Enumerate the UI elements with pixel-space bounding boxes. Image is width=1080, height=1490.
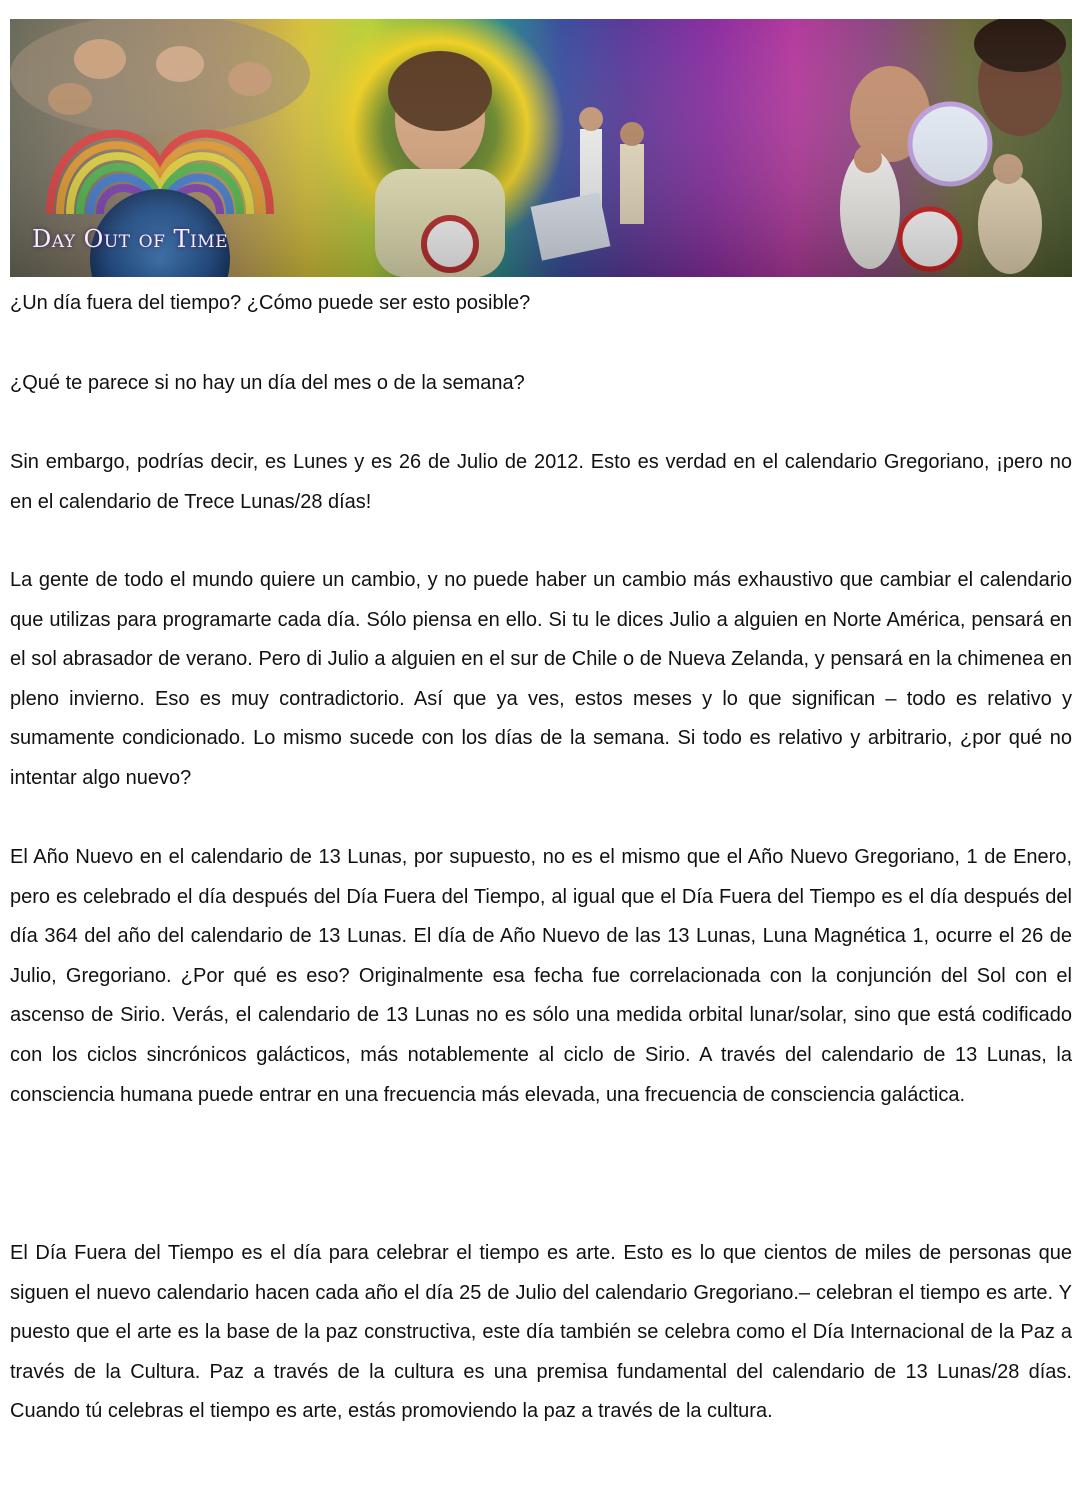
banner-caption: Day Out of Time [32, 225, 229, 253]
paragraph-5: El Año Nuevo en el calendario de 13 Lunas, por supuesto, no es el mismo que el Año Nuevo Gregoriano, 1 de Enero, pero es celebrado el día después del Día Fuera del Tiempo, al igual que el Día Fuera del Tiempo es el día después del día 364 del año del calendario de 13 Lunas. El día de Año Nuevo de las 13 Lunas, Luna Magnética 1, ocurre el 26 de Julio, Gregoriano. ¿Por qué es eso? Originalmente esa fecha fue correlacionada con la conjunción del Sol con el ascenso de Sirio. Verás, el calendario de 13 Lunas no es sólo una medida orbital lunar/solar, sino que está codificado con los ciclos sincrónicos galácticos, más notablemente al ciclo de Sirio. A través del calendario de 13 Lunas, la consciencia humana puede entrar en una frecuencia más elevada, una frecuencia de consciencia galáctica. [10, 846, 1072, 1106]
paragraph-1: ¿Un día fuera del tiempo? ¿Cómo puede ser esto posible? [10, 292, 531, 314]
paragraph-3: Sin embargo, podrías decir, es Lunes y es 26 de Julio de 2012. Esto es verdad en el calendario Gregoriano, ¡pero no en el calendario de Trece Lunas/28 días! [10, 451, 1072, 513]
header-banner-image [10, 19, 1072, 277]
paragraph-4: La gente de todo el mundo quiere un cambio, y no puede haber un cambio más exhaustivo que cambiar el calendario que utilizas para programarte cada día. Sólo piensa en ello. Si tu le dices Julio a alguien en Norte América, pensará en el sol abrasador de verano. Pero di Julio a alguien en el sur de Chile o de Nueva Zelanda, y pensará en la chimenea en pleno invierno. Eso es muy contradictorio. Así que ya ves, estos meses y lo que significan – todo es relativo y sumamente condicionado. Lo mismo sucede con los días de la semana. Si todo es relativo y arbitrario, ¿por qué no intentar algo nuevo? [10, 569, 1072, 789]
paragraph-2: ¿Qué te parece si no hay un día del mes o de la semana? [10, 372, 525, 394]
paragraph-6: El Día Fuera del Tiempo es el día para celebrar el tiempo es arte. Esto es lo que cientos de miles de personas que siguen el nuevo calendario hacen cada año el día 25 de Julio del calendario Gregoriano.– celebran el tiempo es arte. Y puesto que el arte es la base de la paz constructiva, este día también se celebra como el Día Internacional de la Paz a través de la Cultura. Paz a través de la cultura es una premisa fundamental del calendario de 13 Lunas/28 días. Cuando tú celebras el tiempo es arte, estás promoviendo la paz a través de la cultura. [10, 1242, 1072, 1423]
